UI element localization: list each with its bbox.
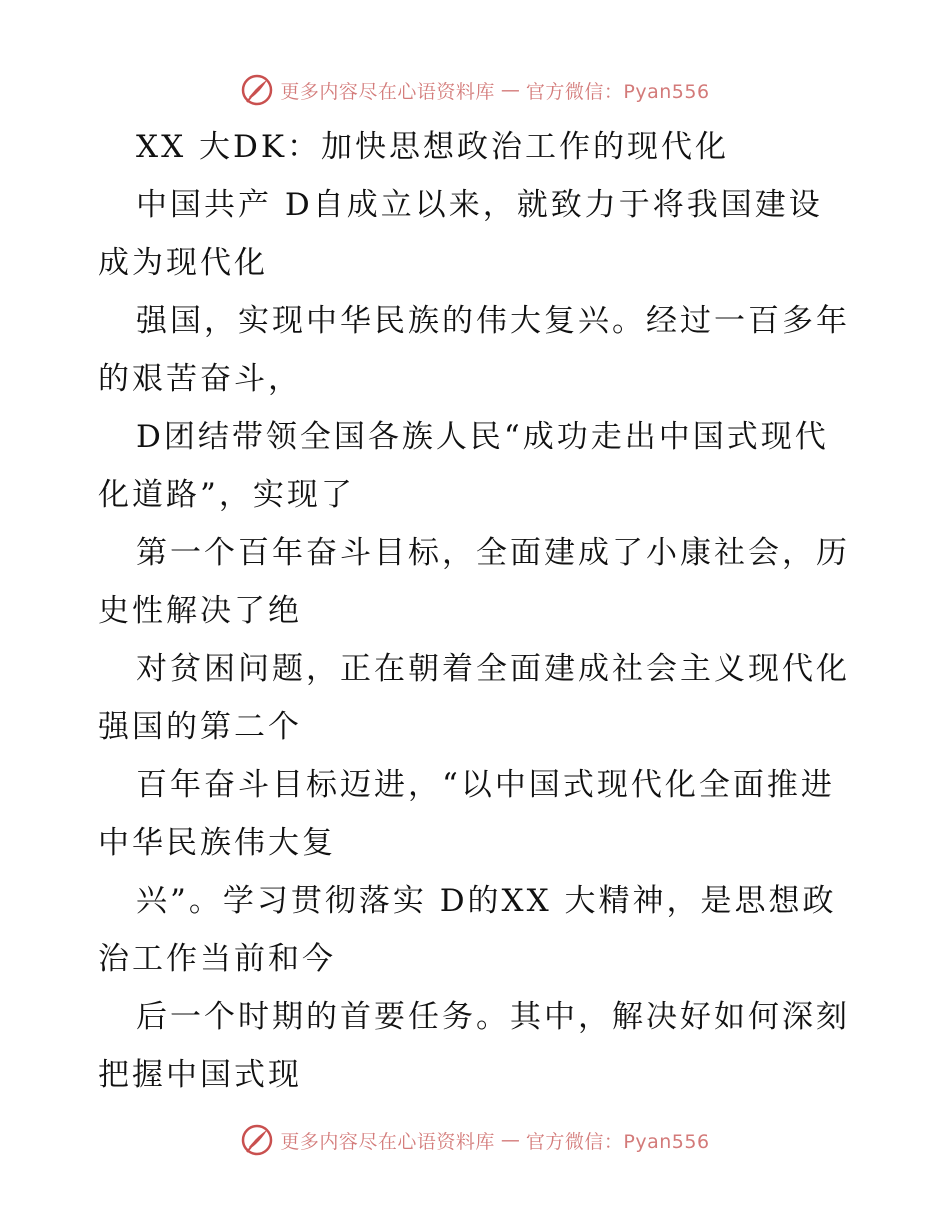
text-line: 第一个百年奋斗目标，全面建成了小康社会，历 (136, 535, 850, 571)
text-line: 兴”。学习贯彻落实 D的XX 大精神，是思想政 (136, 883, 837, 919)
footer-watermark (0, 1120, 950, 1160)
quill-logo-icon (240, 73, 274, 107)
text-line: 治工作当前和今 (98, 941, 336, 977)
text-line: 强国，实现中华民族的伟大复兴。经过一百多年 (136, 303, 850, 339)
document-body (98, 118, 858, 1104)
text-line: 把握中国式现 (98, 1057, 302, 1093)
watermark-library-text: 更多内容尽在心语资料库 (280, 1130, 495, 1153)
quill-logo-icon (240, 1123, 274, 1157)
header-watermark (0, 70, 950, 110)
text-line: 化道路”，实现了 (98, 477, 355, 513)
watermark-separator: — (500, 79, 520, 101)
text-line: D团结带领全国各族人民“成功走出中国式现代 (136, 419, 829, 455)
watermark-contact-text: 官方微信：Pyan556 (525, 80, 710, 103)
watermark-library-text: 更多内容尽在心语资料库 (280, 80, 495, 103)
text-line: 后一个时期的首要任务。其中，解决好如何深刻 (136, 999, 850, 1035)
text-line: 的艰苦奋斗， (98, 361, 302, 397)
text-line: 百年奋斗目标迈进，“以中国式现代化全面推进 (136, 767, 835, 803)
text-line: 对贫困问题，正在朝着全面建成社会主义现代化 (136, 651, 850, 687)
watermark-separator: — (500, 1129, 520, 1151)
text-line: 史性解决了绝 (98, 593, 302, 629)
text-line: XX 大DK：加快思想政治工作的现代化 (136, 129, 730, 165)
text-line: 成为现代化 (98, 245, 268, 281)
watermark-contact-text: 官方微信：Pyan556 (525, 1130, 710, 1153)
text-line: 中国共产 D自成立以来，就致力于将我国建设 (136, 187, 823, 223)
text-line: 强国的第二个 (98, 709, 302, 745)
text-line: 中华民族伟大复 (98, 825, 336, 861)
